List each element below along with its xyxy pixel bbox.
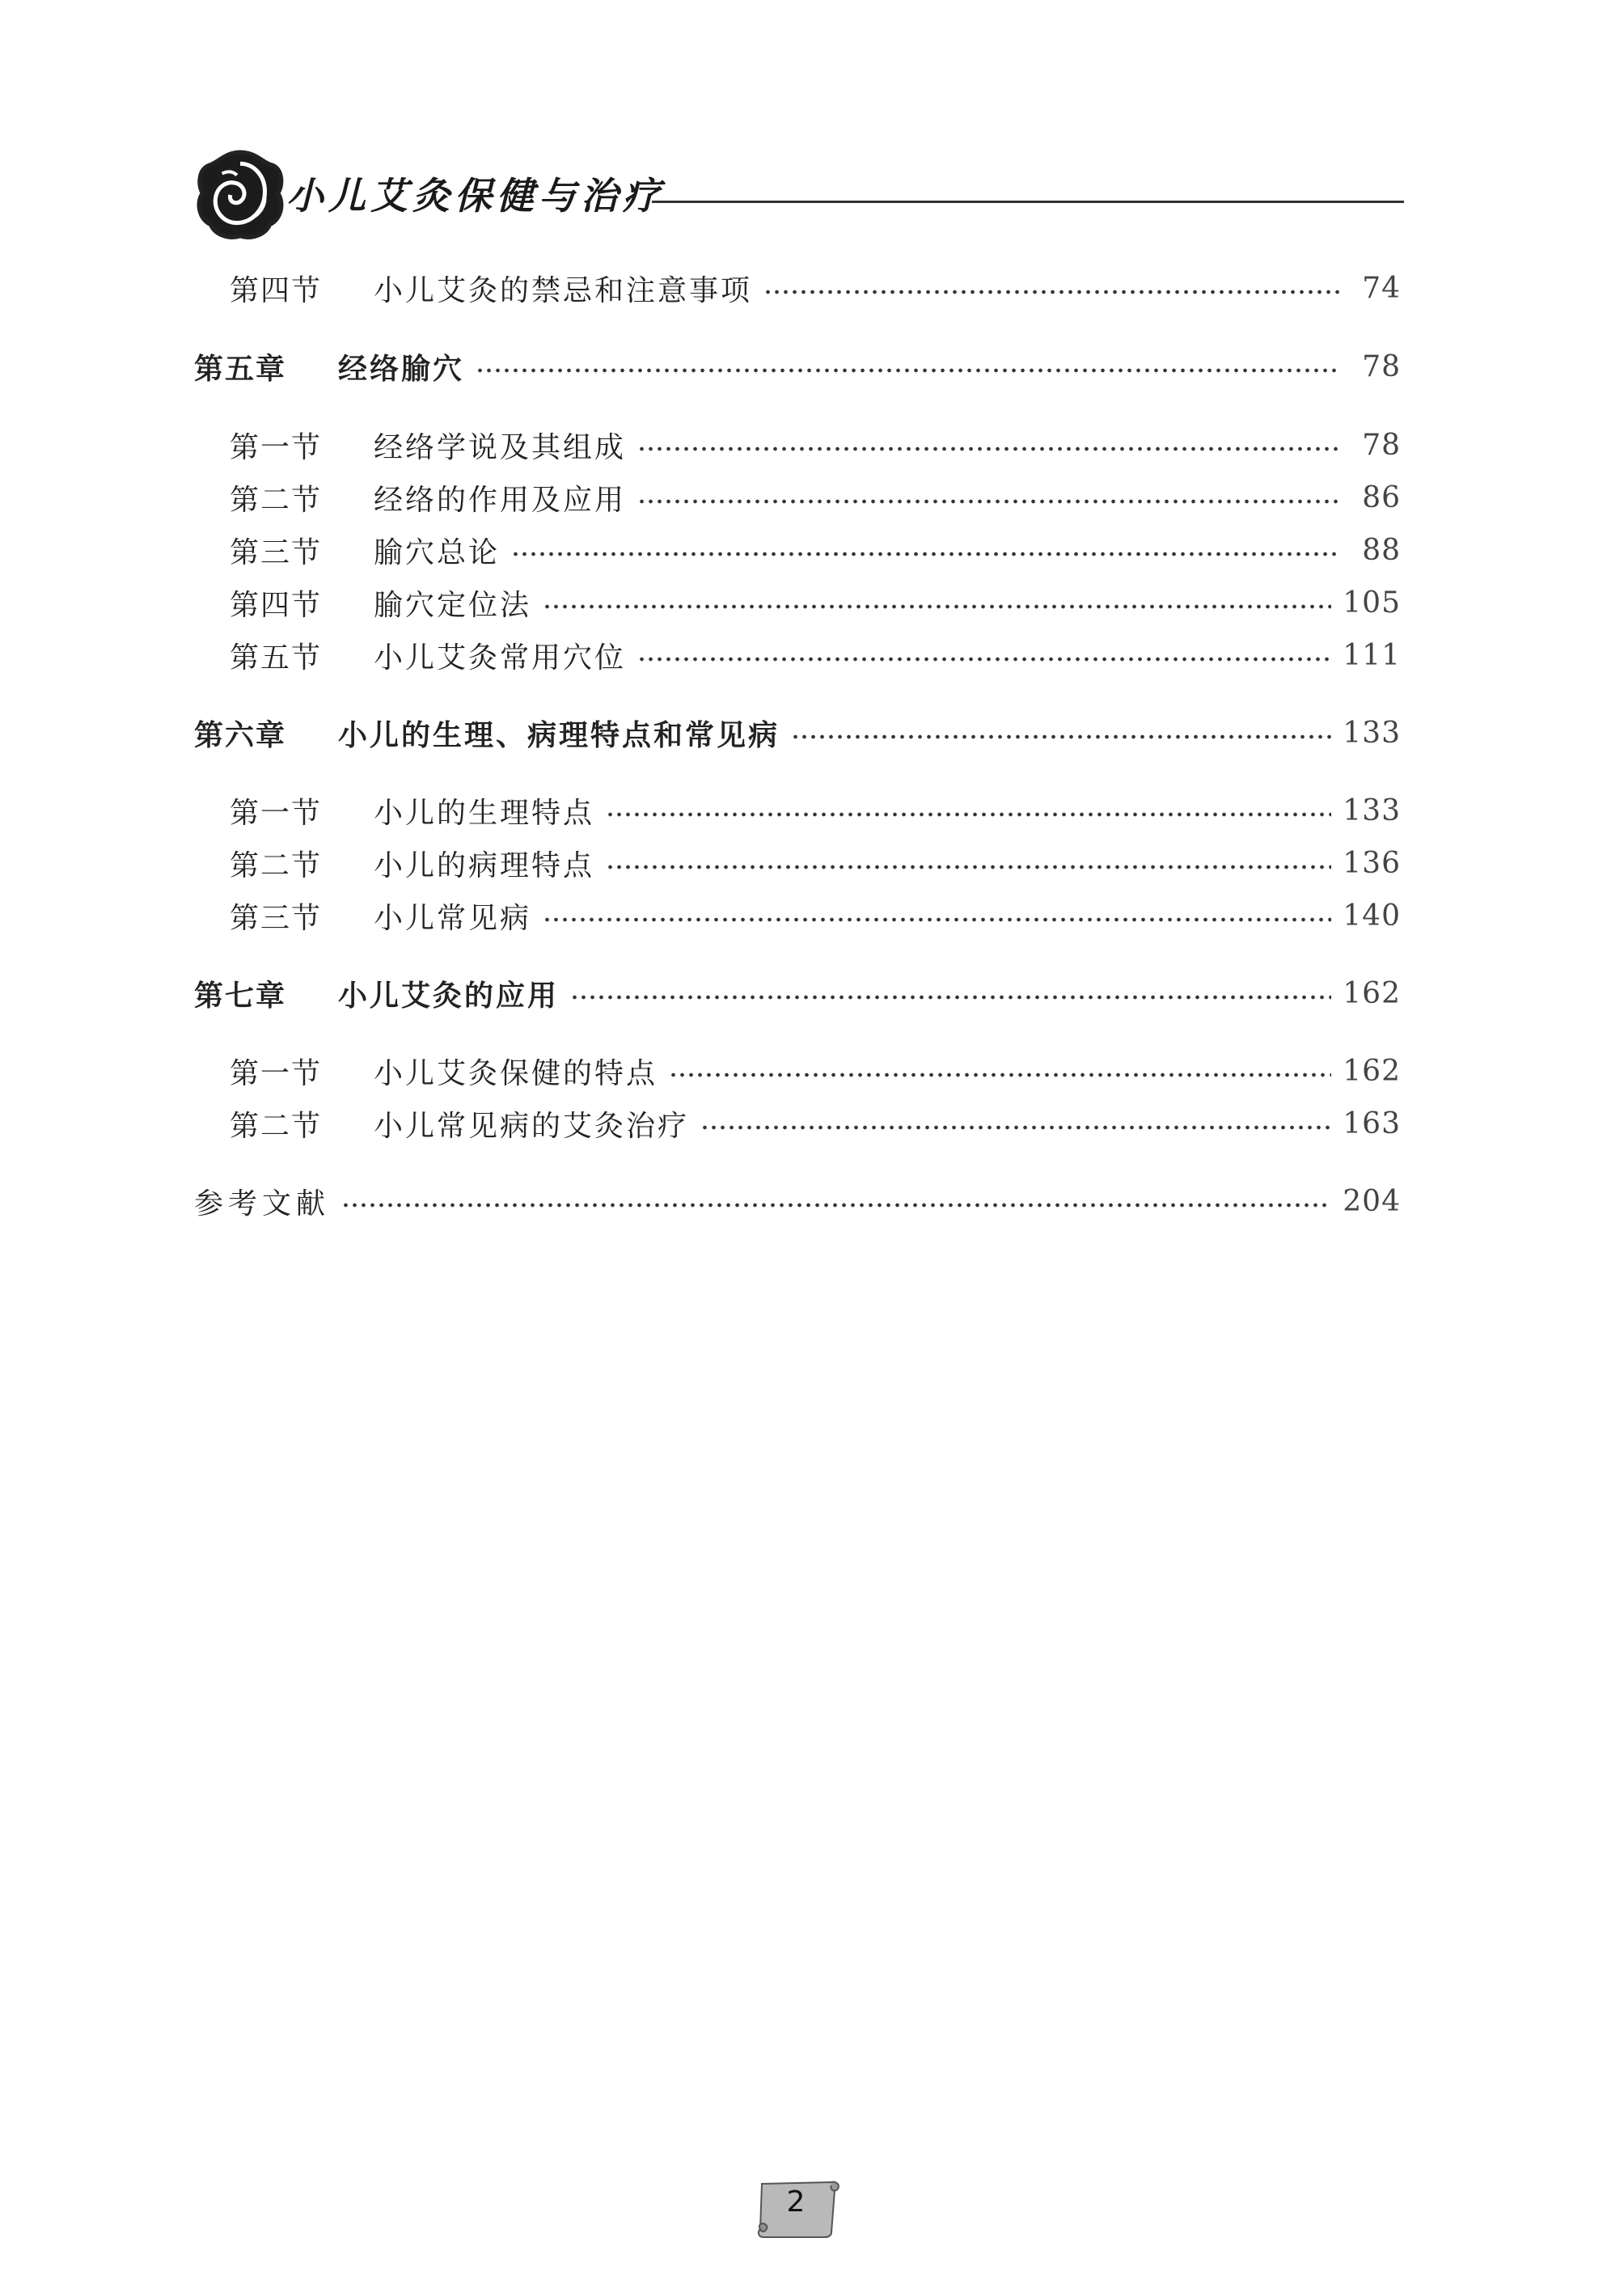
toc-entry-number: 第五节 <box>230 641 323 675</box>
toc-page-number: 78 <box>1362 349 1401 383</box>
dot-leader <box>570 995 1331 1000</box>
dot-leader <box>637 499 1341 504</box>
toc-section-row[interactable] <box>194 582 1401 623</box>
toc-entry-number: 第四节 <box>230 588 323 622</box>
dot-leader <box>341 1203 1331 1208</box>
toc-section-row[interactable] <box>194 895 1401 936</box>
toc-section-row[interactable] <box>194 530 1401 570</box>
cloud-ornament-icon <box>191 146 290 244</box>
toc-entry-number: 第七章 <box>194 979 287 1013</box>
toc-page-number: 74 <box>1362 271 1401 305</box>
toc-references-row[interactable] <box>194 1181 1401 1221</box>
toc-entry-title: 小儿艾灸常用穴位 <box>374 641 627 675</box>
toc-page-number: 78 <box>1362 428 1401 462</box>
toc-section-row[interactable] <box>194 635 1401 675</box>
dot-leader <box>606 865 1331 869</box>
toc-page-number: 140 <box>1343 899 1401 933</box>
page-number: 2 <box>786 2185 806 2219</box>
toc-section-row[interactable] <box>194 425 1401 465</box>
toc-page-number: 162 <box>1343 1054 1401 1088</box>
toc-entry-title: 小儿的生理、病理特点和常见病 <box>338 718 780 752</box>
toc-page-number: 133 <box>1343 716 1401 750</box>
toc-entry-title: 小儿艾灸的应用 <box>338 979 560 1013</box>
book-title: 小儿艾灸保健与治疗 <box>286 174 665 218</box>
toc-entry-number: 第二节 <box>230 483 323 517</box>
toc-chapter-row[interactable] <box>194 346 1401 387</box>
toc-page-number: 88 <box>1362 533 1401 567</box>
toc-entry-number: 第三节 <box>230 535 323 569</box>
toc-page-number: 204 <box>1343 1184 1401 1218</box>
toc-entry-title: 小儿常见病 <box>374 901 532 935</box>
dot-leader <box>543 917 1331 922</box>
toc-entry-number: 第五章 <box>194 352 287 386</box>
toc-section-row[interactable] <box>194 1103 1401 1144</box>
running-header <box>191 137 1404 251</box>
toc-section-row[interactable] <box>194 843 1401 883</box>
toc-entry-number: 第二节 <box>230 1109 323 1143</box>
dot-leader <box>606 812 1331 817</box>
dot-leader <box>476 368 1341 373</box>
toc-section-row[interactable] <box>194 268 1401 308</box>
toc-entry-number: 第二节 <box>230 848 323 882</box>
dot-leader <box>669 1072 1331 1077</box>
dot-leader <box>791 734 1331 739</box>
toc-page-number: 133 <box>1343 793 1401 827</box>
toc-entry-title: 腧穴总论 <box>374 535 501 569</box>
dot-leader <box>763 290 1341 294</box>
toc-chapter-row[interactable] <box>194 713 1401 753</box>
toc-entry-number: 第四节 <box>230 273 323 307</box>
toc-entry-title: 腧穴定位法 <box>374 588 532 622</box>
toc-entry-title: 参考文献 <box>194 1187 331 1221</box>
dot-leader <box>543 604 1331 609</box>
toc-page-number: 86 <box>1362 480 1401 514</box>
toc-page-number: 162 <box>1343 976 1401 1010</box>
toc-entry-title: 小儿艾灸的禁忌和注意事项 <box>374 273 753 307</box>
page-footer <box>747 2176 844 2240</box>
toc-chapter-row[interactable] <box>194 973 1401 1013</box>
toc-entry-title: 小儿的病理特点 <box>374 848 595 882</box>
toc-entry-number: 第一节 <box>230 796 323 830</box>
dot-leader <box>511 552 1341 556</box>
toc-entry-title: 经络学说及其组成 <box>374 430 627 464</box>
toc-page-number: 111 <box>1343 638 1401 672</box>
toc-section-row[interactable] <box>194 1051 1401 1091</box>
toc-entry-number: 第六章 <box>194 718 287 752</box>
toc-entry-title: 小儿艾灸保健的特点 <box>374 1056 658 1090</box>
dot-leader <box>637 657 1331 662</box>
toc-page-number: 163 <box>1343 1106 1401 1140</box>
toc-entry-title: 经络的作用及应用 <box>374 483 627 517</box>
toc-section-row[interactable] <box>194 477 1401 518</box>
toc-entry-number: 第一节 <box>230 1056 323 1090</box>
dot-leader <box>637 446 1341 451</box>
toc-section-row[interactable] <box>194 790 1401 831</box>
toc-page-number: 136 <box>1343 846 1401 880</box>
toc-entry-number: 第一节 <box>230 430 323 464</box>
toc-entry-title: 小儿的生理特点 <box>374 796 595 830</box>
dot-leader <box>700 1125 1331 1130</box>
toc-page-number: 105 <box>1343 586 1401 620</box>
header-rule <box>652 201 1404 203</box>
toc-entry-title: 经络腧穴 <box>338 352 465 386</box>
toc-entry-number: 第三节 <box>230 901 323 935</box>
toc-entry-title: 小儿常见病的艾灸治疗 <box>374 1109 690 1143</box>
